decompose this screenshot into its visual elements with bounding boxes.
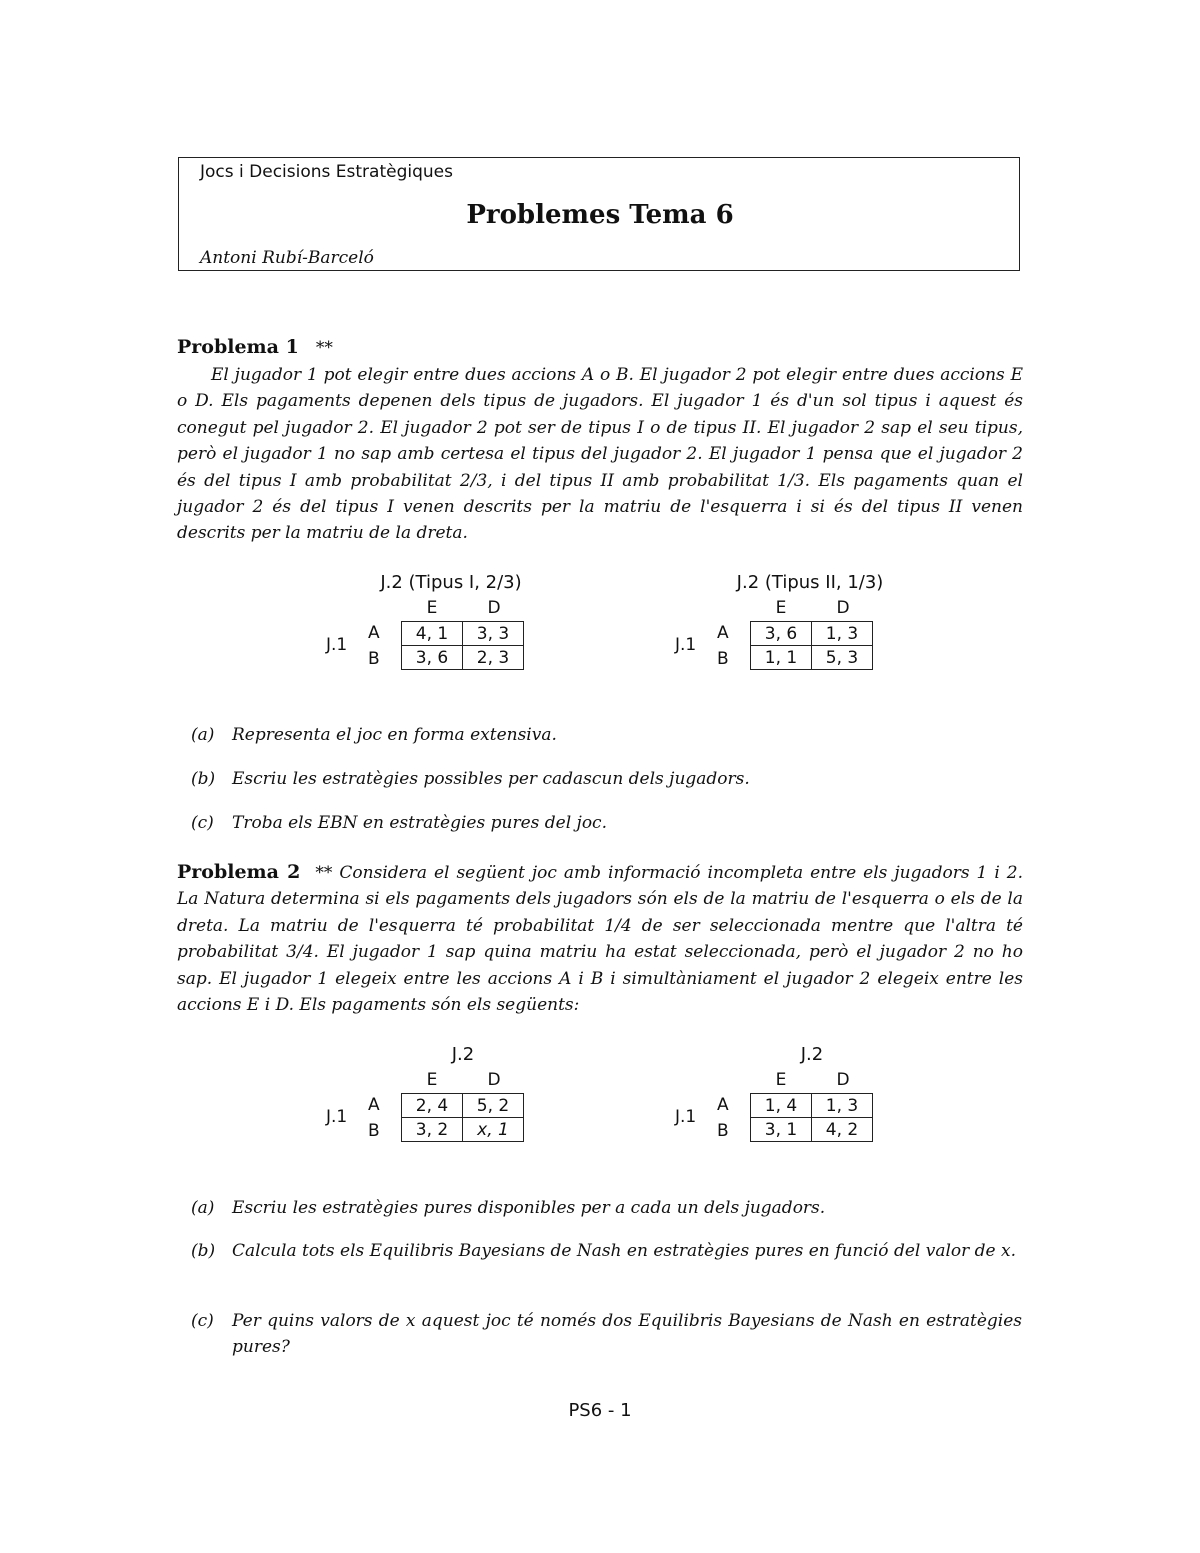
p1-m2-col-D: D	[836, 598, 850, 618]
p1-m1-col-E: E	[426, 598, 438, 618]
page-title: Problemes Tema 6	[466, 200, 734, 230]
p1-item-b-label: (b)	[191, 769, 216, 789]
p2-m1-table	[401, 1093, 524, 1142]
p2-m1-row-player: J.1	[326, 1107, 348, 1127]
p2-item-a-text: Escriu les estratègies pures disponibles per a cada un dels jugadors.	[232, 1198, 826, 1218]
p1-matrix-1	[326, 570, 586, 680]
p2-m2-table	[750, 1093, 873, 1142]
p1-matrix-2	[675, 570, 935, 680]
p1-m2-cell: 3, 6	[751, 622, 812, 646]
p2-m1-col-player: J.2	[451, 1044, 475, 1065]
p1-m1-cell: 3, 6	[402, 646, 463, 670]
p2-m1-cell: 2, 4	[402, 1094, 463, 1118]
p2-matrix-2	[675, 1042, 935, 1152]
p1-m1-col-player: J.2 (Tipus I, 2/3)	[380, 572, 522, 593]
p2-item-c-label: (c)	[191, 1311, 214, 1331]
p1-m2-cell: 5, 3	[812, 646, 873, 670]
p2-m2-row-player: J.1	[675, 1107, 697, 1127]
p1-m1-col-D: D	[487, 598, 501, 618]
p2-m1-row-A: A	[368, 1095, 380, 1115]
p1-m2-col-E: E	[775, 598, 787, 618]
p2-m2-cell: 1, 4	[751, 1094, 812, 1118]
p2-m2-col-player: J.2	[800, 1044, 824, 1065]
p2-m1-col-D: D	[487, 1070, 501, 1090]
p2-m1-cell: 5, 2	[463, 1094, 524, 1118]
p1-m1-cell: 2, 3	[463, 646, 524, 670]
p1-item-a-label: (a)	[191, 725, 215, 745]
p2-m1-row-B: B	[368, 1121, 380, 1141]
problem-1-statement	[177, 362, 1023, 547]
p1-m2-cell: 1, 3	[812, 622, 873, 646]
p2-item-c-text: Per quins valors de x aquest joc té només dos Equilibris Bayesians de Nash en estratègies pures?	[232, 1311, 1022, 1358]
p1-m2-cell: 1, 1	[751, 646, 812, 670]
p1-m1-cell: 4, 1	[402, 622, 463, 646]
p1-item-c-text: Troba els EBN en estratègies pures del joc.	[232, 813, 607, 833]
p2-m2-row-B: B	[717, 1121, 729, 1141]
p1-m2-col-player: J.2 (Tipus II, 1/3)	[736, 572, 884, 593]
p1-m2-row-B: B	[717, 649, 729, 669]
p1-m1-table	[401, 621, 524, 670]
p1-m2-row-player: J.1	[675, 635, 697, 655]
p2-m2-cell: 4, 2	[812, 1118, 873, 1142]
p2-m2-col-E: E	[775, 1070, 787, 1090]
p2-m2-col-D: D	[836, 1070, 850, 1090]
course-name: Jocs i Decisions Estratègiques	[200, 162, 453, 182]
problem-1-title: Problema 1	[177, 336, 299, 358]
problem-1-heading	[177, 336, 333, 358]
p2-m1-cell: x, 1	[463, 1118, 524, 1142]
p2-m2-cell: 3, 1	[751, 1118, 812, 1142]
p1-item-a-text: Representa el joc en forma extensiva.	[232, 725, 557, 745]
problem-2-title: Problema 2	[177, 861, 301, 883]
p2-m1-col-E: E	[426, 1070, 438, 1090]
p2-item-b-text: Calcula tots els Equilibris Bayesians de Nash en estratègies pures en funció del valor de x.	[232, 1241, 1017, 1261]
p1-item-c-label: (c)	[191, 813, 214, 833]
page-number: PS6 - 1	[568, 1400, 632, 1421]
p2-m1-cell: 3, 2	[402, 1118, 463, 1142]
p1-item-b-text: Escriu les estratègies possibles per cadascun dels jugadors.	[232, 769, 750, 789]
p2-m2-cell: 1, 3	[812, 1094, 873, 1118]
p2-item-b-label: (b)	[191, 1241, 216, 1261]
problem-1-stars: **	[315, 338, 333, 358]
problem-2-stars: **	[315, 863, 333, 883]
p1-m1-row-player: J.1	[326, 635, 348, 655]
p2-item-a-label: (a)	[191, 1198, 215, 1218]
author-name: Antoni Rubí-Barceló	[200, 248, 374, 268]
p1-m1-row-B: B	[368, 649, 380, 669]
p1-m1-cell: 3, 3	[463, 622, 524, 646]
p1-m1-row-A: A	[368, 623, 380, 643]
p2-m2-row-A: A	[717, 1095, 729, 1115]
p1-m2-table	[750, 621, 873, 670]
p2-matrix-1	[326, 1042, 586, 1152]
p1-m2-row-A: A	[717, 623, 729, 643]
problem-2-statement	[177, 859, 1023, 1018]
problem-2-text: Considera el següent joc amb informació incompleta entre els jugadors 1 i 2. La Natura determina si els pagaments dels jugadors són els de la matriu de l'esquerra o els de la dreta. La matriu de l'esquerra té probabilitat 1/4 de ser seleccionada mentre que l'altra té probabilitat 3/4. El jugador 1 sap quina matriu ha estat seleccionada, però el jugador 2 no ho sap. El jugador 1 elegeix entre les accions A i B i simultàniament el jugador 2 elegeix entre les accions E i D. Els pagaments són els següents:	[177, 863, 1024, 1016]
problem-1-text: El jugador 1 pot elegir entre dues accions A o B. El jugador 2 pot elegir entre dues accions E o D. Els pagaments depenen dels tipus de jugadors. El jugador 1 és d'un sol tipus i aquest és conegut pel jugador 2. El jugador 2 pot ser de tipus I o de tipus II. El jugador 2 sap el seu tipus, però el jugador 1 no sap amb certesa el tipus del jugador 2. El jugador 1 pensa que el jugador 2 és del tipus I amb probabilitat 2/3, i del tipus II amb probabilitat 1/3. Els pagaments quan el jugador 2 és del tipus I venen descrits per la matriu de l'esquerra i si és del tipus II venen descrits per la matriu de la dreta.	[177, 365, 1023, 544]
